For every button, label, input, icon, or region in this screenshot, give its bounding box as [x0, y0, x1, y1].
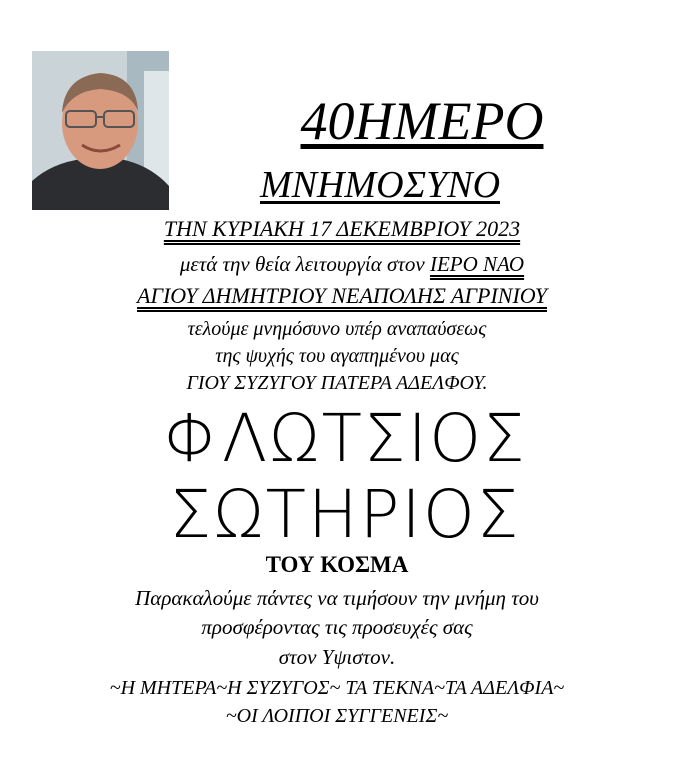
service-prefix: μετά την θεία λειτουργία στον	[179, 252, 430, 276]
deceased-first-name: ΣΩΤΗΡΙΟΣ	[169, 476, 521, 553]
service-line	[70, 252, 634, 277]
title-memorial: ΜΝΗΜΟΣΥΝΟ	[259, 164, 501, 206]
father-name: ΤΟΥ ΚΟΣΜΑ	[265, 552, 409, 577]
memorial-date: ΤΗΝ ΚΥΡΙΑΚΗ 17 ΔΕΚΕΜΒΡΙΟΥ 2023	[163, 216, 521, 241]
body-line-3: ΓΙΟΥ ΣΥΖΥΓΟΥ ΠΑΤΕΡΑ ΑΔΕΛΦΟΥ.	[186, 372, 488, 394]
plea-line-3: στον Υψιστον.	[278, 645, 396, 669]
plea-line-1: Παρακαλούμε πάντες να τιμήσουν την μνήμη του	[135, 586, 539, 610]
signature-relatives: ~ΟΙ ΛΟΙΠΟΙ ΣΥΓΓΕΝΕΙΣ~	[225, 705, 449, 727]
body-line-2: της ψυχής του αγαπημένου μας	[215, 345, 459, 367]
title-40-days: 40ΗΜΕΡΟ	[300, 91, 544, 151]
plea-line-2: προσφέροντας τις προσευχές σας	[201, 615, 473, 639]
portrait-photo	[32, 51, 169, 210]
body-line-1: τελούμε μνημόσυνο υπέρ αναπαύσεως	[187, 318, 487, 340]
deceased-surname: ΦΛΩΤΣΙΟΣ	[163, 400, 527, 477]
signature-family: ~Η ΜΗΤΕΡΑ~Η ΣΥΖΥΓΟΣ~ ΤΑ ΤΕΚΝΑ~ΤΑ ΑΔΕΛΦΙΑ~	[109, 677, 565, 699]
church-label: ΙΕΡΟ ΝΑΟ	[429, 252, 525, 276]
church-name: ΑΓΙΟΥ ΔΗΜΗΤΡΙΟΥ ΝΕΑΠΟΛΗΣ ΑΓΡΙΝΙΟΥ	[137, 283, 547, 308]
